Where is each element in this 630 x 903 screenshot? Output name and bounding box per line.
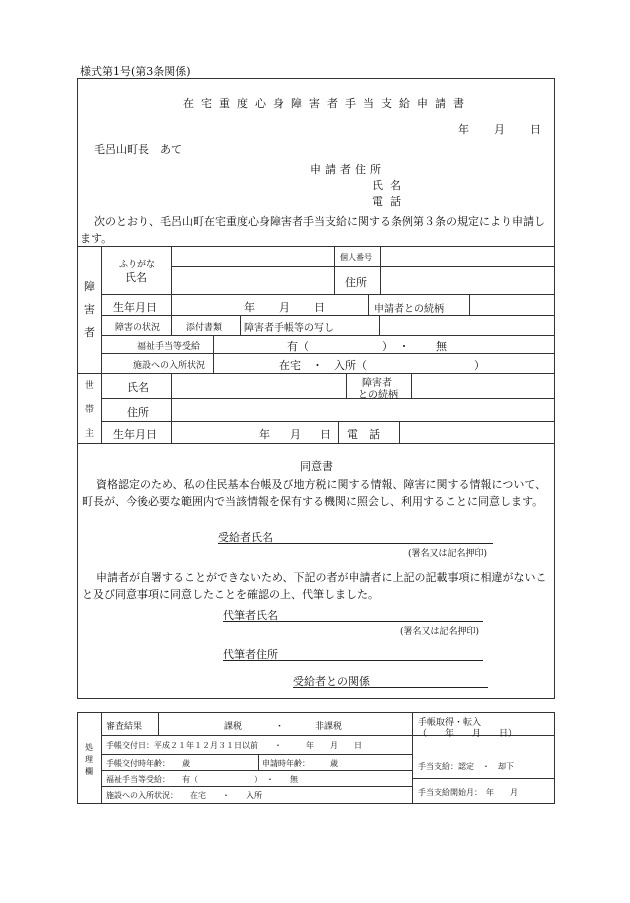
- proxy-name-line[interactable]: [223, 621, 483, 622]
- relation-label: 申請者との続柄: [374, 304, 444, 315]
- attachment-value: 障害者手帳等の写し: [244, 323, 334, 334]
- consent-body: 資格認定のため、私の住民基本台帳及び地方税に関する情報、障害に関する情報について、町長が、今後必要な範囲内で当該情報を保有する機関に照会し、利用することに同意します。: [82, 478, 547, 508]
- recipient-name-label: 受給者氏名: [218, 531, 273, 544]
- form-title: 在宅重度心身障害者手当支給申請書: [183, 97, 471, 110]
- issue-date: 手帳交付日：平成２１年１２月３１日以前 ・ 年 月 日: [106, 741, 362, 750]
- household-birth-year: 年: [259, 428, 270, 441]
- disabled-birth-day: 日: [314, 301, 325, 314]
- household-birth-day: 日: [320, 428, 331, 441]
- date-month: 月: [494, 123, 505, 136]
- welfare-yes: 有（: [287, 340, 309, 353]
- apply-age: 申請時年齢： 歳: [262, 759, 338, 768]
- allowance-start: 手当支給開始月： 年 月: [418, 788, 518, 797]
- processing-side-label-2: 理: [85, 755, 93, 764]
- review-untaxed: 非課税: [315, 722, 343, 732]
- household-phone-label: 電 話: [347, 428, 380, 441]
- welfare-no: 無: [436, 340, 447, 353]
- personal-number-label: 個人番号: [340, 253, 372, 262]
- date-day: 日: [530, 123, 541, 136]
- issue-age: 手帳交付時年齢： 歳: [106, 759, 190, 768]
- proxy-address-label: 代筆者住所: [223, 648, 278, 661]
- household-address-label: 住所: [127, 406, 149, 419]
- attachment-label: 添付書類: [186, 323, 223, 333]
- disabled-side-label-1: 障: [84, 280, 95, 293]
- applicant-name-label: 氏名: [372, 179, 408, 192]
- recipient-sign-note: (署名又は記名押印): [408, 549, 488, 559]
- welfare-label: 福祉手当等受給: [137, 342, 201, 352]
- proxy-text: 申請者が自署することができないため、下記の者が申請者に上記の記載事項に相違がないこと及び同意事項に同意したことを確認の上、代筆しました。: [82, 571, 547, 601]
- furigana-label: ふりがな: [119, 260, 156, 270]
- disabled-name-label: 氏名: [125, 271, 147, 284]
- review-label: 審査結果: [106, 722, 143, 732]
- facility-label: 施設への入所状況: [133, 361, 206, 371]
- disabled-birth-month: 月: [279, 301, 290, 314]
- handbook-move-line2: （ 年 月 日）: [418, 729, 518, 739]
- disabled-side-label-2: 害: [84, 303, 95, 316]
- applicant-address-label: 申請者住所: [310, 163, 385, 176]
- processing-side-label-1: 処: [85, 743, 93, 752]
- addressee: 毛呂山町長 あて: [94, 143, 182, 156]
- household-relation-line1: 障害者: [362, 378, 392, 389]
- intro-text: 次のとおり、毛呂山町在宅重度心身障害者手当支給に関する条例第３条の規定により申請します。: [80, 215, 545, 245]
- condition-label: 障害の状況: [115, 323, 161, 333]
- allowance-decision: 手当支給：認定 ・ 却下: [418, 762, 514, 771]
- proxy-address-line[interactable]: [223, 660, 483, 661]
- disabled-address-label: 住所: [345, 276, 367, 289]
- review-taxed: 課税: [224, 722, 243, 732]
- household-birth-label: 生年月日: [113, 428, 157, 441]
- consent-title: 同意書: [300, 460, 333, 473]
- household-side-label-1: 世: [85, 381, 95, 391]
- processing-welfare: 福祉手当等受給： 有（ ） ・ 無: [106, 775, 298, 784]
- household-side-label-2: 帯: [85, 405, 95, 415]
- facility-close: ）: [474, 359, 485, 372]
- date-year: 年: [458, 123, 469, 136]
- household-side-label-3: 主: [85, 429, 95, 439]
- proxy-relation-line[interactable]: [293, 687, 488, 688]
- recipient-sign-line[interactable]: [218, 543, 493, 544]
- review-dot: ・: [275, 722, 285, 732]
- handbook-move-line1: 手帳取得・転入: [418, 718, 482, 728]
- processing-facility: 施設への入所状況： 在宅 ・ 入所: [106, 791, 262, 800]
- proxy-relation-label: 受給者との関係: [293, 675, 370, 688]
- form-number: 様式第1号(第3条関係): [80, 65, 191, 78]
- proxy-sign-note: (署名又は記名押印): [400, 627, 480, 637]
- disabled-birth-year: 年: [244, 301, 255, 314]
- welfare-dot: ） ・: [382, 340, 410, 353]
- household-relation-line2: との続柄: [358, 390, 398, 401]
- household-birth-month: 月: [290, 428, 301, 441]
- disabled-side-label-3: 者: [84, 326, 95, 339]
- facility-status: 在宅 ・ 入所（: [279, 359, 367, 372]
- applicant-phone-label: 電話: [372, 195, 408, 208]
- proxy-name-label: 代筆者氏名: [223, 609, 278, 622]
- household-name-label: 氏名: [127, 381, 149, 394]
- disabled-birth-label: 生年月日: [113, 301, 157, 314]
- processing-side-label-3: 欄: [85, 767, 93, 776]
